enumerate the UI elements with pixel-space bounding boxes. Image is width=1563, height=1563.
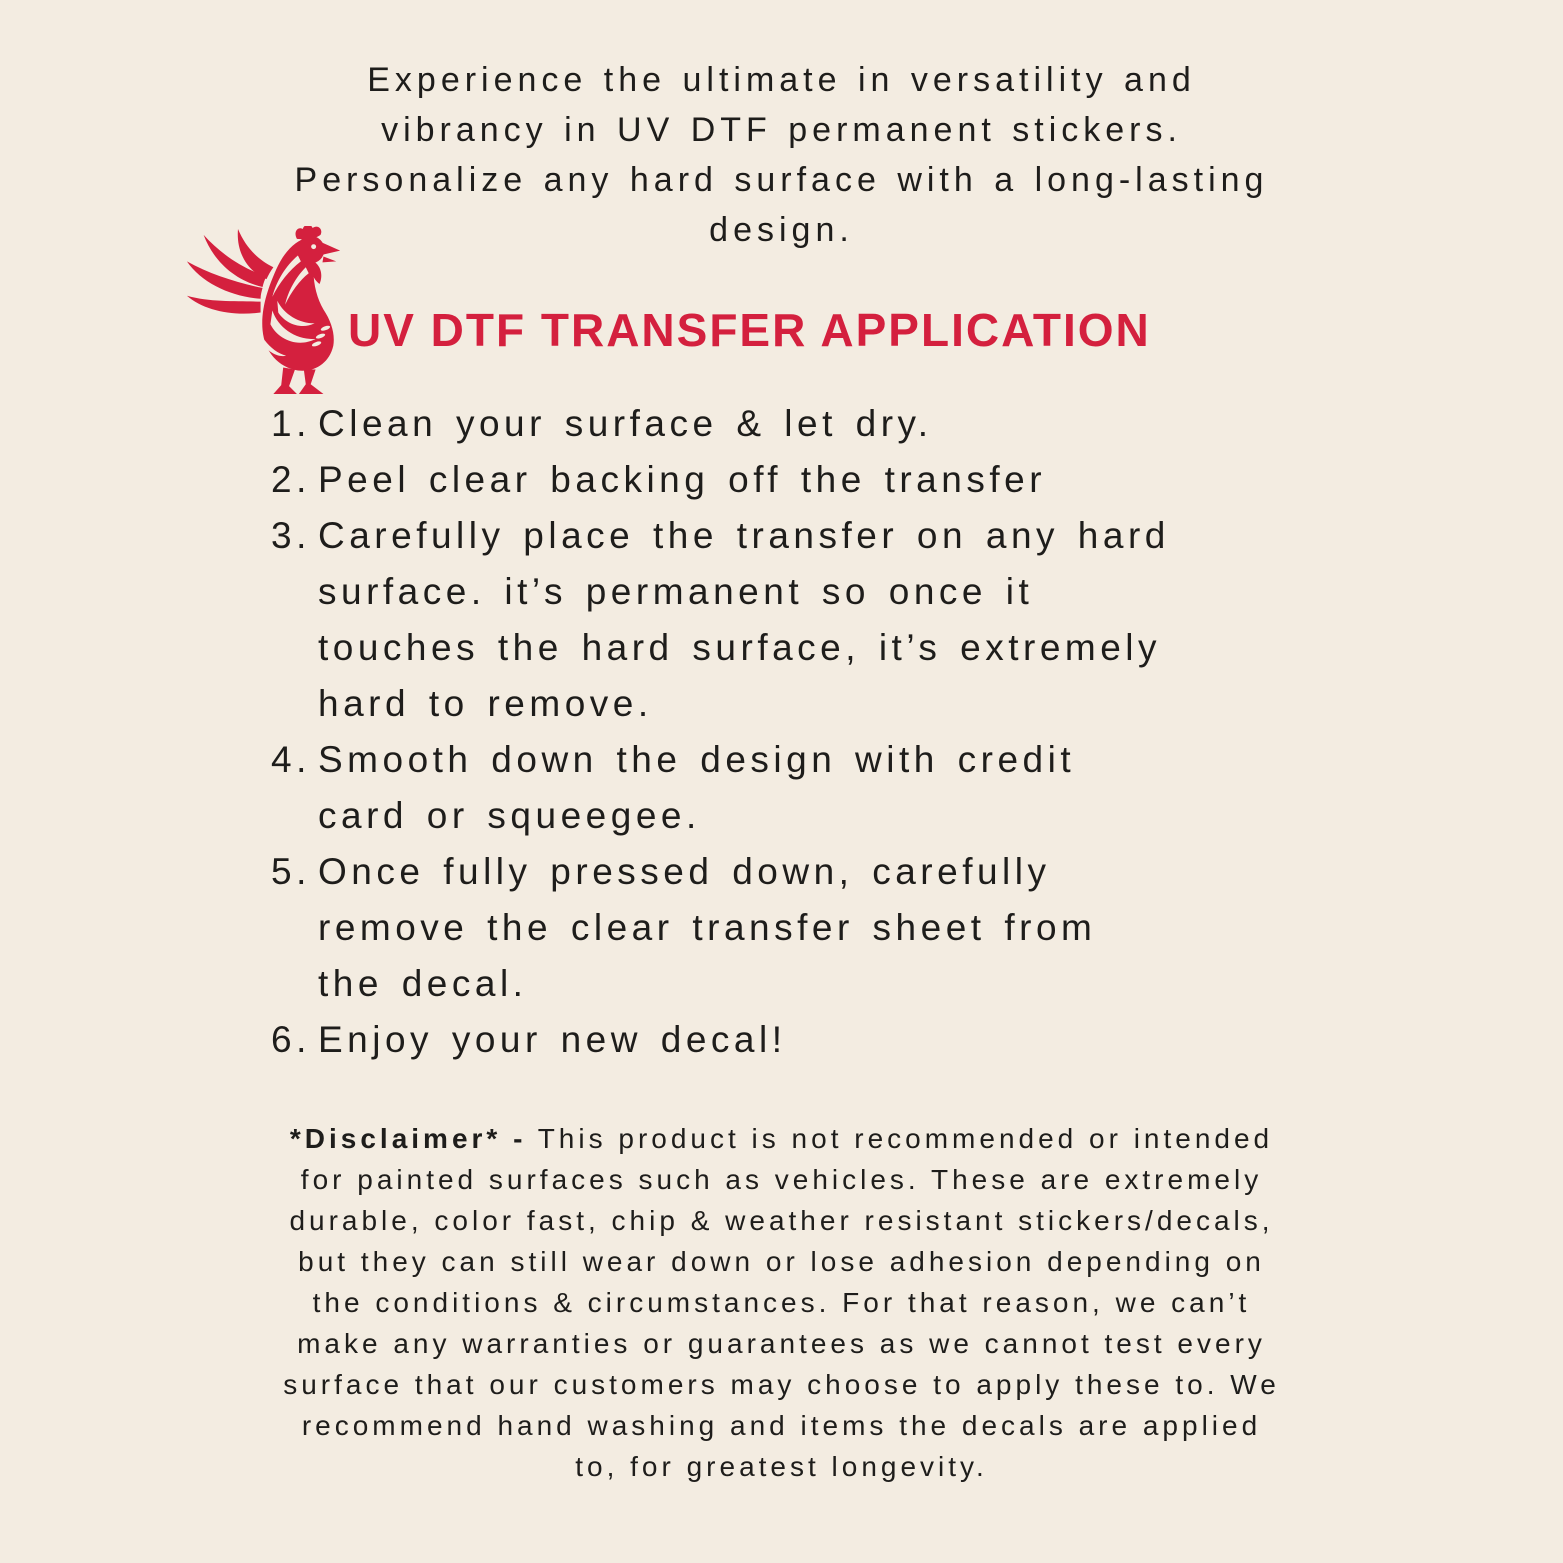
page-title: UV DTF TRANSFER APPLICATION	[348, 304, 1151, 356]
step-number: 4.	[271, 739, 311, 780]
rooster-icon	[182, 226, 349, 398]
step-number: 5.	[271, 851, 311, 892]
step-item-6	[271, 1012, 1178, 1068]
step-number: 1.	[271, 403, 311, 444]
step-item-4	[271, 732, 1178, 844]
step-number: 3.	[271, 515, 311, 556]
step-text: Peel clear backing off the transfer	[318, 459, 1047, 500]
application-steps-list	[271, 396, 1178, 1068]
disclaimer-paragraph	[277, 1118, 1287, 1487]
step-number: 2.	[271, 459, 311, 500]
step-text: Clean your surface & let dry.	[318, 403, 933, 444]
disclaimer-label: *Disclaimer* -	[289, 1123, 527, 1154]
step-text: Enjoy your new decal!	[318, 1019, 787, 1060]
step-text: Carefully place the transfer on any hard surface. it’s permanent so once it touches the hard surface, it’s extremely hard to remove.	[318, 515, 1170, 724]
intro-paragraph: Experience the ultimate in versatility and vibrancy in UV DTF permanent stickers. Personalize any hard surface with a long-lasting design.	[294, 61, 1269, 249]
step-item-3	[271, 508, 1178, 732]
step-item-2	[271, 452, 1178, 508]
step-item-5	[271, 844, 1178, 1012]
step-item-1	[271, 396, 1178, 452]
step-text: Smooth down the design with credit card or squeegee.	[318, 739, 1076, 836]
step-text: Once fully pressed down, carefully remove the clear transfer sheet from the decal.	[318, 851, 1097, 1004]
disclaimer-text: This product is not recommended or intended for painted surfaces such as vehicles. These are extremely durable, color fast, chip & weather resistant stickers/decals, but they can still wear down or lose adhesion depending on the conditions & circumstances. For that reason, we can’t make any warranties or guarantees as we cannot test every surface that our customers may choose to apply these to. We recommend hand washing and items the decals are applied to, for greatest longevity.	[283, 1123, 1280, 1482]
step-number: 6.	[271, 1019, 311, 1060]
